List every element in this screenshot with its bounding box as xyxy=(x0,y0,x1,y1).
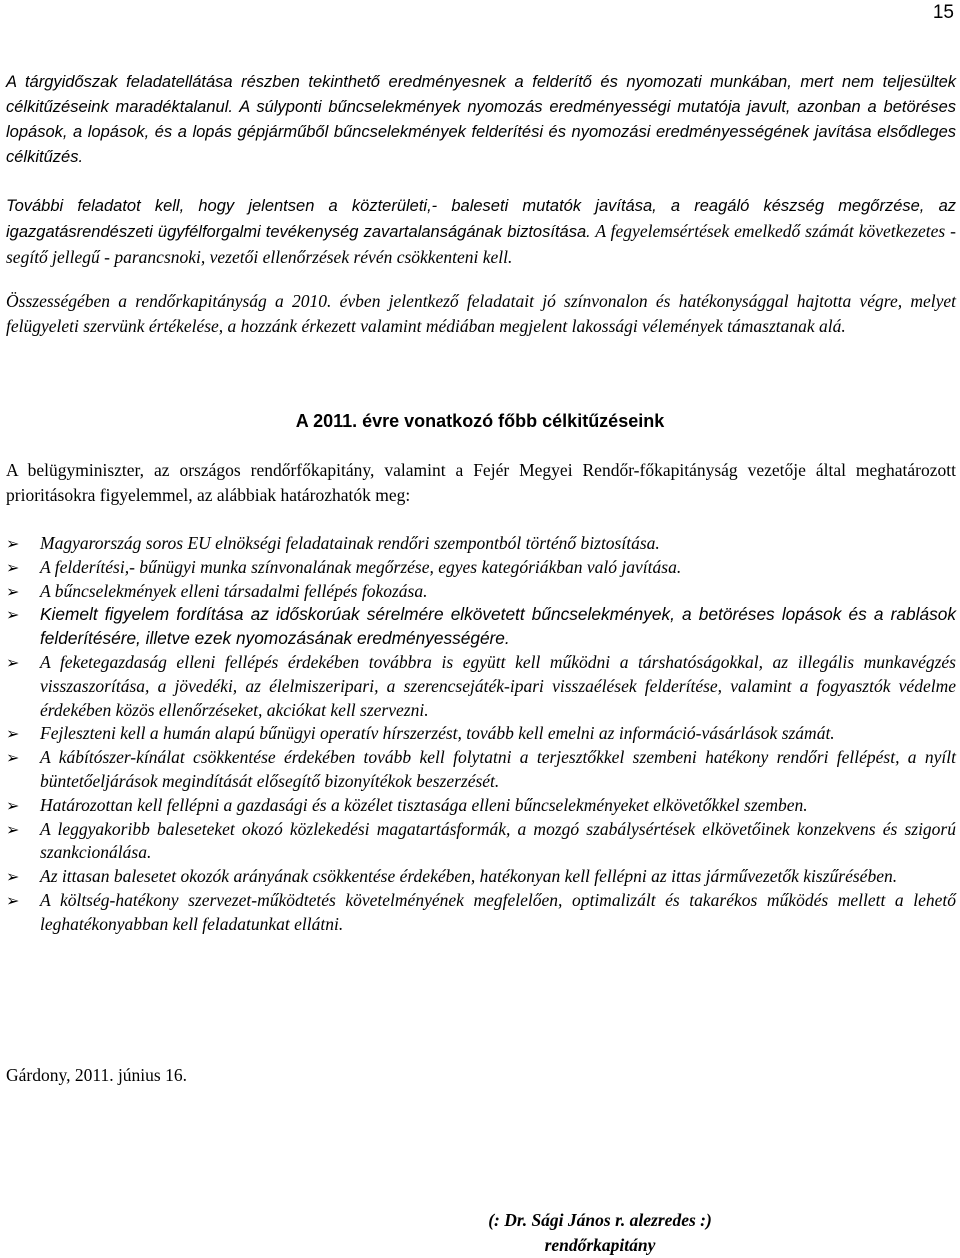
signature-block xyxy=(420,1208,780,1258)
paragraph-assessment: A tárgyidőszak feladatellátása részben tekinthető eredményesnek a felderítő és nyomozati munkában, mert nem teljesültek célkitűzéseink maradéktalanul. A súlyponti bűncselekmények nyomozás eredményességi mutatója javult, azonban a betöréses lopások, a lopások, és a lopás gépjárműből bűncselekmények felderítési és nyomozási eredményességének javítása elsődleges célkitűzés. xyxy=(6,73,956,166)
list-item-text: A kábítószer-kínálat csökkentése érdekében tovább kell folytatni a terjesztőkkel szembeni hatékony rendőri fellépést, a nyílt büntetőeljárások megindítását elősegítő bizonyítékok beszerzését. xyxy=(40,747,956,791)
list-item xyxy=(6,746,956,794)
list-item-text: Kiemelt figyelem fordítása az időskorúak sérelmére elkövetett bűncselekmények, a betöréses lopások és a rablások felderítésére, illetve ezek nyomozásának eredményességére. xyxy=(40,604,956,649)
list-item-text: Az ittasan balesetet okozók arányának csökkentése érdekében, hatékonyan kell fellépni az ittas járművezetők kiszűrésében. xyxy=(40,866,898,887)
arrow-bullet-icon: ➢ xyxy=(6,795,20,815)
arrow-bullet-icon: ➢ xyxy=(6,867,20,887)
list-item-text: Határozottan kell fellépni a gazdasági és a közélet tisztasága elleni bűncselekményeket elkövetőkkel szemben. xyxy=(40,794,808,815)
list-item-text: Magyarország soros EU elnökségi feladatainak rendőri szempontból történő biztosítása. xyxy=(40,533,660,553)
list-item-text: A bűncselekmények elleni társadalmi fellépés fokozása. xyxy=(40,580,428,601)
list-item xyxy=(6,603,956,651)
arrow-bullet-icon: ➢ xyxy=(6,605,20,625)
list-item-text: Fejleszteni kell a humán alapú bűnügyi operatív hírszerzést, tovább kell emelni az információ-vásárlások számát. xyxy=(40,723,835,744)
further-tasks-text: További feladatot kell, hogy jelentsen a közterületi,- baleseti mutatók javítása, a reagáló készség megőrzése, az igazgatásrendészeti ügyfélforgalmi tevékenység zavartalanságának biztosítása. xyxy=(6,197,956,241)
arrow-bullet-icon: ➢ xyxy=(6,534,20,553)
signatory-name: (: Dr. Sági János r. alezredes :) xyxy=(488,1210,712,1230)
arrow-bullet-icon: ➢ xyxy=(6,819,20,839)
list-item-text: A felderítési,- bűnügyi munka színvonalának megőrzése, egyes kategóriákban való javítása. xyxy=(40,556,682,577)
page-number: 15 xyxy=(932,2,954,23)
list-item-text: A költség-hatékony szervezet-működtetés követelményének megfelelően, optimalizált és takarékos működés mellett a lehető leghatékonyabban kell feladatunkat ellátni. xyxy=(40,889,956,934)
list-item xyxy=(6,818,956,866)
section-heading: A 2011. évre vonatkozó főbb célkitűzéseink xyxy=(295,411,665,431)
list-item-text: A feketegazdaság elleni fellépés érdekében továbbra is együtt kell működni a társhatóságokkal, az illegális munkavégzés visszaszorítása, a jövedéki, az élelmiszeripari, a szerencsejáték-ipari visszaélések felderítése, valamint a fogyasztók védelme érdekében közös ellenőrzéseket, akciókat kell szervezni. xyxy=(40,651,956,720)
arrow-bullet-icon: ➢ xyxy=(6,724,20,744)
list-item xyxy=(6,556,956,580)
list-item xyxy=(6,865,956,889)
arrow-bullet-icon: ➢ xyxy=(6,557,20,577)
list-item xyxy=(6,889,956,937)
list-item xyxy=(6,794,956,818)
signatory-title: rendőrkapitány xyxy=(544,1235,656,1255)
list-item xyxy=(6,532,956,556)
arrow-bullet-icon: ➢ xyxy=(6,652,20,672)
list-item xyxy=(6,651,956,722)
paragraph-summary: Összességében a rendőrkapitányság a 2010. évben jelentkező feladatait jó színvonalon és hatékonysággal hajtotta végre, melyet felügyeleti szervünk értékelése, a hozzánk érkezett valamint médiában megjelent lakossági vélemények támasztanak alá. xyxy=(6,291,956,336)
arrow-bullet-icon: ➢ xyxy=(6,581,20,601)
list-item-text: A leggyakoribb baleseteket okozó közlekedési magatartásformák, a mozgó szabálysértések elkövetőinek konzekvens és szigorú szankcionálása. xyxy=(40,818,956,863)
list-item xyxy=(6,580,956,604)
discipline-text: A fegyelemsértések emelkedő számát következetes - segítő jellegű - parancsnoki, vezetői ellenőrzések révén csökkenteni kell. xyxy=(6,221,956,267)
goals-list xyxy=(6,532,956,937)
paragraph-intro: A belügyminiszter, az országos rendőrfőkapitány, valamint a Fejér Megyei Rendőr-főkapitányság vezetője által meghatározott prioritásokra figyelemmel, az alábbiak határozhatók meg: xyxy=(6,460,956,505)
list-item xyxy=(6,722,956,746)
arrow-bullet-icon: ➢ xyxy=(6,890,20,910)
paragraph-further-tasks xyxy=(6,194,956,270)
arrow-bullet-icon: ➢ xyxy=(6,748,20,768)
place-and-date: Gárdony, 2011. június 16. xyxy=(6,1065,187,1085)
